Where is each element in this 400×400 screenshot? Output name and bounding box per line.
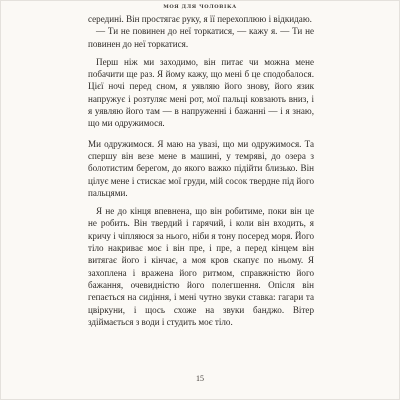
page-number: 15 xyxy=(196,374,204,383)
running-header: МОЯ ДЛЯ ЧОЛОВІКА xyxy=(163,4,237,10)
paragraph: середині. Він простягає руку, я її перехоплюю і відкидаю. xyxy=(88,14,312,24)
paragraph: Я не до кінця впевнена, що він робитиме, поки він це не робить. Він твердий і гарячий, і коли він входить, я кричу і чіпляюся за нього, ніби я тону посеред моря. Його тіло накриває моє і він пре, і пре, а перед кінцем він витягає його і кінчає, а моя кров скапує по ньому. Я захоплена і вражена його ритмом, справжністю його бажання, очевидністю його полегшення. Опісля він гепається на сидіння, і мені чутно звуки ставка: гагари та цвіркуни, і щось схоже на звуки банджо. Вітер здіймається з води і студить моє тіло. xyxy=(88,206,314,327)
paragraph: — Ти не повинен до неї торкатися, — кажу я. — Ти не повинен до неї торкатися. xyxy=(88,26,314,49)
paragraph: Перш ніж ми заходимо, він питає чи можна мене побачити ще раз. Я йому кажу, що мені б це сподобалося. Цієї ночі перед сном, я уявляю його знову, його язик напружує і розтуляє мені рот, мої пальці ковзають вниз, і я уявляю його там — в напруженні і бажанні — і я знаю, що ми одружимося. xyxy=(88,56,314,129)
paragraph: Ми одружимося. Я маю на увазі, що ми одружимося. Та спершу він везе мене в машині, у темряві, до озера з болотистим берегом, до якого важко підійти близько. Він цілує мене і стискає мої груди, мій сосок твердне під його пальцями. xyxy=(88,138,314,198)
body-text xyxy=(88,13,314,328)
